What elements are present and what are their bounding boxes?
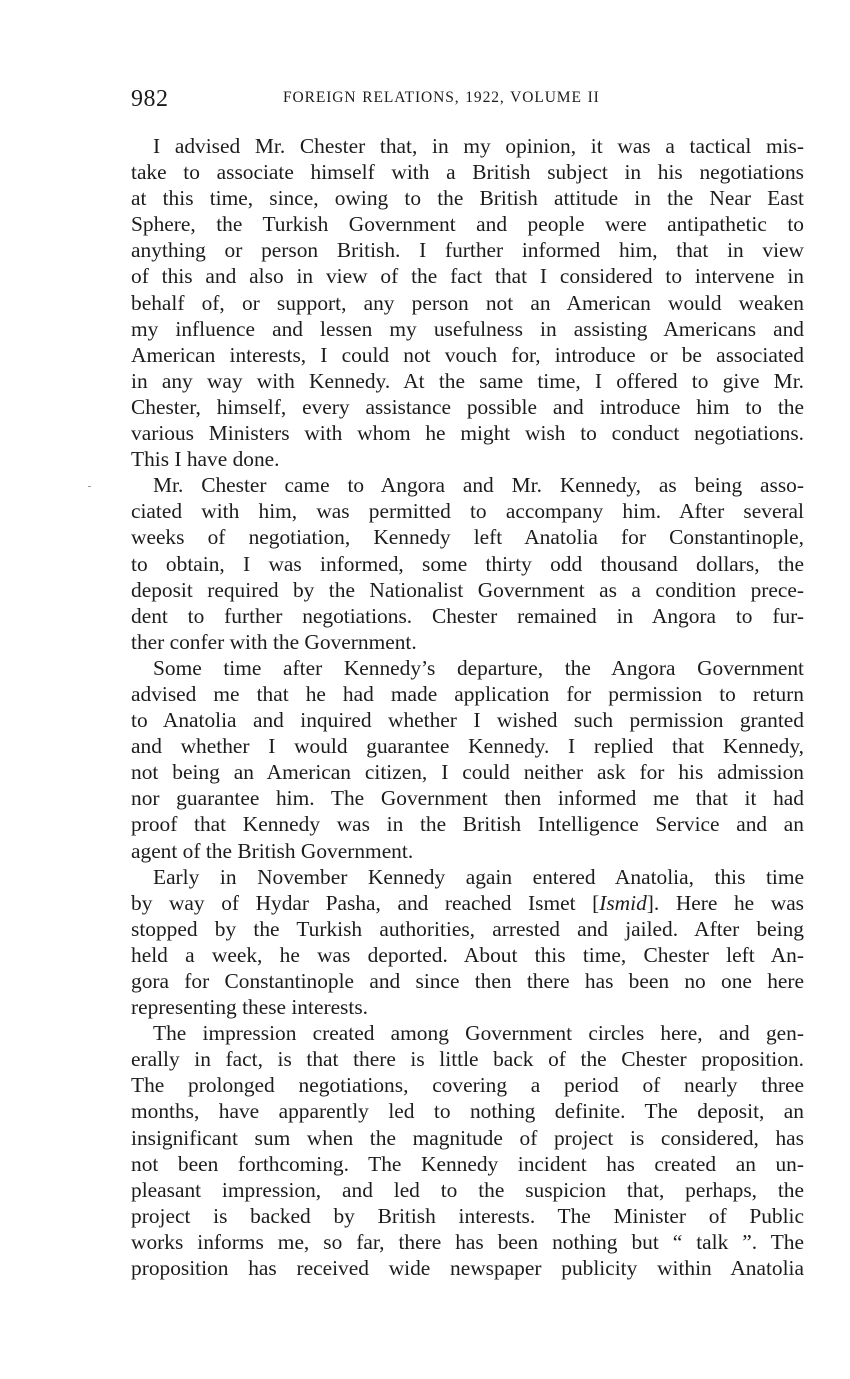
text-line: ther confer with the Government. xyxy=(131,629,417,654)
text-line: proposition has received wide newspaper publicity within Anatolia xyxy=(131,1256,804,1281)
text-line: to obtain, I was informed, some thirty odd thousand dollars, the xyxy=(131,551,804,576)
text-line: various Ministers with whom he might wish to conduct negotiations. xyxy=(131,421,804,446)
paragraph-4 xyxy=(131,864,804,1021)
text-line: This I have done. xyxy=(131,447,280,472)
text-line: Sphere, the Turkish Government and people were antipathetic to xyxy=(131,212,804,237)
document-page xyxy=(131,80,804,1281)
text-line: not being an American citizen, I could neither ask for his admission xyxy=(131,760,804,785)
text-line: I advised Mr. Chester that, in my opinion, it was a tactical mis- xyxy=(153,134,804,158)
margin-mark xyxy=(88,486,91,487)
text-line: The prolonged negotiations, covering a period of nearly three xyxy=(131,1073,804,1098)
text-line: project is backed by British interests. The Minister of Public xyxy=(131,1203,804,1228)
text-line: of this and also in view of the fact that I considered to intervene in xyxy=(131,264,804,289)
text-line: American interests, I could not vouch for, introduce or be associated xyxy=(131,342,804,367)
text-line: pleasant impression, and led to the suspicion that, perhaps, the xyxy=(131,1177,804,1202)
text-line: insignificant sum when the magnitude of project is considered, has xyxy=(131,1125,804,1150)
text-line: deposit required by the Nationalist Government as a condition prece- xyxy=(131,577,804,602)
text-line: representing these interests. xyxy=(131,995,368,1020)
text-line: ciated with him, was permitted to accompany him. After several xyxy=(131,499,804,524)
text-line: weeks of negotiation, Kennedy left Anatolia for Constantinople, xyxy=(131,525,804,550)
page-number: 982 xyxy=(131,86,169,112)
text-line: nor guarantee him. The Government then informed me that it had xyxy=(131,786,804,811)
text-line: to Anatolia and inquired whether I wished such permission granted xyxy=(131,708,804,733)
running-title: FOREIGN RELATIONS, 1922, VOLUME II xyxy=(283,89,600,106)
italic-place-name: Ismid xyxy=(599,890,647,915)
paragraph-5 xyxy=(131,1020,804,1281)
text-line: Mr. Chester came to Angora and Mr. Kennedy, as being asso- xyxy=(153,473,804,498)
text-line: works informs me, so far, there has been nothing but “ talk ”. The xyxy=(131,1229,804,1254)
text-line: not been forthcoming. The Kennedy incident has created an un- xyxy=(131,1151,804,1176)
text-line: my influence and lessen my usefulness in assisting Americans and xyxy=(131,316,804,341)
text-line: held a week, he was deported. About this time, Chester left An- xyxy=(131,942,804,967)
text-line: Early in November Kennedy again entered Anatolia, this time xyxy=(153,864,804,889)
paragraph-3 xyxy=(131,655,804,864)
text-line: dent to further negotiations. Chester remained in Angora to fur- xyxy=(131,603,804,628)
text-line: take to associate himself with a British subject in his negotiations xyxy=(131,160,804,185)
text-line: months, have apparently led to nothing definite. The deposit, an xyxy=(131,1099,804,1124)
text-line: erally in fact, is that there is little back of the Chester proposition. xyxy=(131,1047,804,1072)
text-line: advised me that he had made application for permission to return xyxy=(131,681,804,706)
text-line: at this time, since, owing to the British attitude in the Near East xyxy=(131,186,804,211)
text-line: gora for Constantinople and since then there has been no one here xyxy=(131,969,804,993)
text-line: stopped by the Turkish authorities, arrested and jailed. After being xyxy=(131,916,804,941)
paragraph-1 xyxy=(131,133,804,472)
text-line: Some time after Kennedy’s departure, the Angora Government xyxy=(153,655,804,680)
body-text xyxy=(131,133,804,1281)
text-line: Chester, himself, every assistance possible and introduce him to the xyxy=(131,394,804,419)
text-line: in any way with Kennedy. At the same time, I offered to give Mr. xyxy=(131,368,804,393)
text-segment: ]. Here he was xyxy=(646,890,805,915)
paragraph-2 xyxy=(131,472,804,655)
text-line: anything or person British. I further informed him, that in view xyxy=(131,238,804,263)
text-line: The impression created among Government circles here, and gen- xyxy=(153,1021,804,1046)
text-segment: by way of Hydar Pasha, and reached Ismet [ xyxy=(131,890,600,915)
text-line: agent of the British Government. xyxy=(131,838,414,863)
text-line: proof that Kennedy was in the British Intelligence Service and an xyxy=(131,812,804,837)
text-line xyxy=(131,890,804,916)
text-line: and whether I would guarantee Kennedy. I replied that Kennedy, xyxy=(131,734,804,759)
text-line: behalf of, or support, any person not an American would weaken xyxy=(131,290,804,315)
running-head xyxy=(131,80,804,114)
